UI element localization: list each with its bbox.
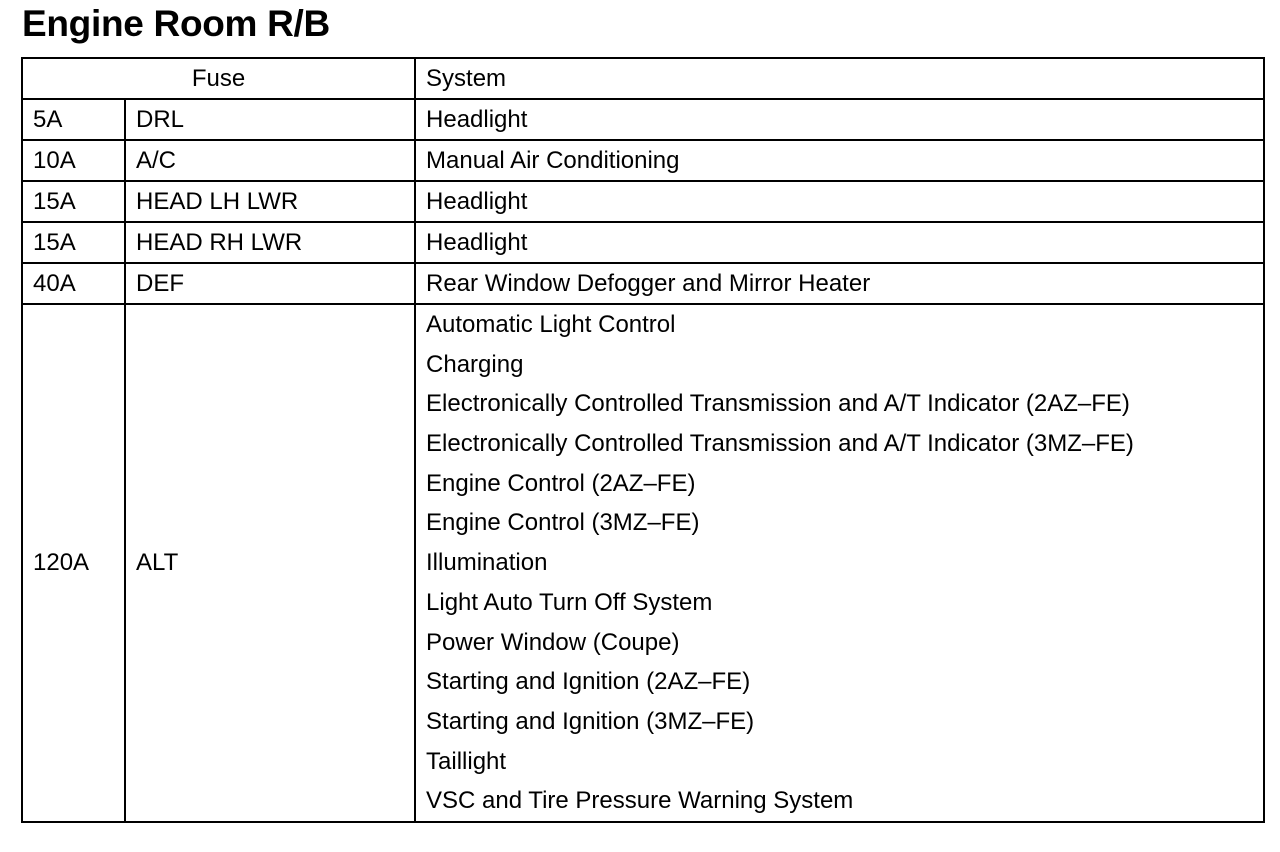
fuse-name: ALT: [125, 304, 415, 822]
table-row: [22, 99, 1264, 140]
fuse-name: DRL: [125, 99, 415, 140]
table-row: [22, 263, 1264, 304]
fuse-system: VSC and Tire Pressure Warning System: [426, 787, 854, 815]
fuse-system: Engine Control (3MZ–FE): [426, 509, 700, 537]
fuse-system: Taillight: [426, 747, 507, 775]
table-row: [22, 304, 1264, 822]
page-title: Engine Room R/B: [22, 3, 330, 44]
fuse-system-list: [415, 304, 1264, 822]
fuse-system: Manual Air Conditioning: [415, 140, 1264, 181]
fuse-name: HEAD RH LWR: [125, 222, 415, 263]
fuse-name: A/C: [125, 140, 415, 181]
fuse-system: Illumination: [426, 549, 548, 577]
fuse-system: Starting and Ignition (2AZ–FE): [426, 668, 751, 696]
fuse-amperage: 5A: [22, 99, 125, 140]
fuse-system: Power Window (Coupe): [426, 628, 680, 656]
system-column-header: System: [415, 58, 1264, 99]
fuse-system: Charging: [426, 350, 524, 378]
fuse-system: Headlight: [415, 99, 1264, 140]
fuse-system: Light Auto Turn Off System: [426, 588, 713, 616]
fuse-system: Rear Window Defogger and Mirror Heater: [415, 263, 1264, 304]
table-header-row: [22, 58, 1264, 99]
fuse-column-header: Fuse: [22, 58, 415, 99]
fuse-amperage: 120A: [22, 304, 125, 822]
fuse-system: Electronically Controlled Transmission and A/T Indicator (3MZ–FE): [426, 430, 1134, 458]
table-body: [22, 99, 1264, 822]
fuse-name: HEAD LH LWR: [125, 181, 415, 222]
fuse-amperage: 10A: [22, 140, 125, 181]
table-row: [22, 140, 1264, 181]
fuse-system: Electronically Controlled Transmission and A/T Indicator (2AZ–FE): [426, 390, 1130, 418]
table-row: [22, 181, 1264, 222]
fuse-system: Headlight: [415, 222, 1264, 263]
fuse-system: Automatic Light Control: [426, 311, 676, 338]
fuse-amperage: 40A: [22, 263, 125, 304]
fuse-system: Starting and Ignition (3MZ–FE): [426, 707, 755, 735]
fuse-system: Headlight: [415, 181, 1264, 222]
fuse-system: Engine Control (2AZ–FE): [426, 469, 696, 497]
table-row: [22, 222, 1264, 263]
fuse-name: DEF: [125, 263, 415, 304]
fuse-table: [21, 57, 1265, 823]
fuse-amperage: 15A: [22, 222, 125, 263]
fuse-amperage: 15A: [22, 181, 125, 222]
